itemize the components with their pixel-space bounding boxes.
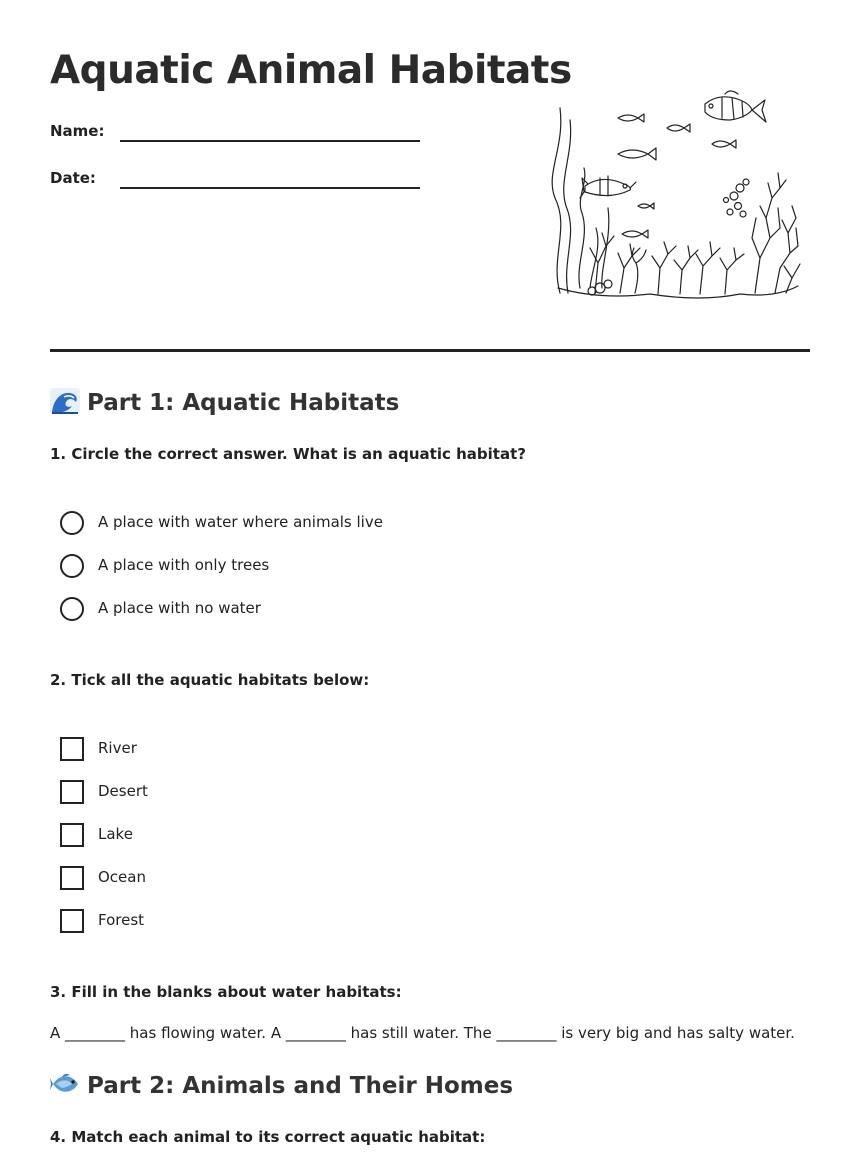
date-input-line[interactable] bbox=[120, 187, 420, 189]
name-label: Name: bbox=[50, 122, 105, 140]
option-label: A place with water where animals live bbox=[98, 513, 383, 531]
water-wave-icon bbox=[50, 388, 80, 414]
option-label: A place with no water bbox=[98, 599, 261, 617]
underwater-scene-icon bbox=[540, 88, 810, 313]
name-input-line[interactable] bbox=[120, 140, 420, 142]
question-2: 2. Tick all the aquatic habitats below: bbox=[50, 671, 370, 689]
radio-circle[interactable] bbox=[60, 554, 84, 578]
fish-icon bbox=[50, 1071, 80, 1097]
question-1: 1. Circle the correct answer. What is an aquatic habitat? bbox=[50, 445, 526, 463]
option-label: River bbox=[98, 739, 137, 757]
date-label: Date: bbox=[50, 169, 96, 187]
name-field[interactable] bbox=[50, 114, 420, 144]
option-label: A place with only trees bbox=[98, 556, 270, 574]
option-label: Forest bbox=[98, 911, 145, 929]
fill-in-blank-sentence[interactable]: A ________ has flowing water. A ________ has still water. The ________ is very big and has salty water. bbox=[50, 1024, 795, 1042]
checkbox[interactable] bbox=[60, 737, 84, 761]
checkbox[interactable] bbox=[60, 823, 84, 847]
q2-option-ocean[interactable] bbox=[60, 865, 660, 891]
q1-option-2[interactable] bbox=[60, 553, 660, 579]
option-label: Ocean bbox=[98, 868, 146, 886]
q2-option-forest[interactable] bbox=[60, 908, 660, 934]
question-4: 4. Match each animal to its correct aquatic habitat: bbox=[50, 1128, 486, 1146]
checkbox[interactable] bbox=[60, 909, 84, 933]
q1-option-3[interactable] bbox=[60, 596, 660, 622]
checkbox[interactable] bbox=[60, 866, 84, 890]
part2-heading bbox=[50, 1071, 513, 1099]
q2-option-river[interactable] bbox=[60, 736, 660, 762]
q2-option-desert[interactable] bbox=[60, 779, 660, 805]
checkbox[interactable] bbox=[60, 780, 84, 804]
radio-circle[interactable] bbox=[60, 511, 84, 535]
part1-heading bbox=[50, 388, 399, 416]
part2-heading-text: Part 2: Animals and Their Homes bbox=[87, 1073, 514, 1099]
radio-circle[interactable] bbox=[60, 597, 84, 621]
date-field[interactable] bbox=[50, 161, 420, 191]
worksheet-title: Aquatic Animal Habitats bbox=[50, 48, 572, 93]
option-label: Lake bbox=[98, 825, 133, 843]
q1-option-1[interactable] bbox=[60, 510, 660, 536]
question-3: 3. Fill in the blanks about water habitats: bbox=[50, 983, 402, 1001]
q2-option-lake[interactable] bbox=[60, 822, 660, 848]
option-label: Desert bbox=[98, 782, 148, 800]
part1-heading-text: Part 1: Aquatic Habitats bbox=[87, 390, 400, 416]
header-divider bbox=[50, 349, 810, 352]
